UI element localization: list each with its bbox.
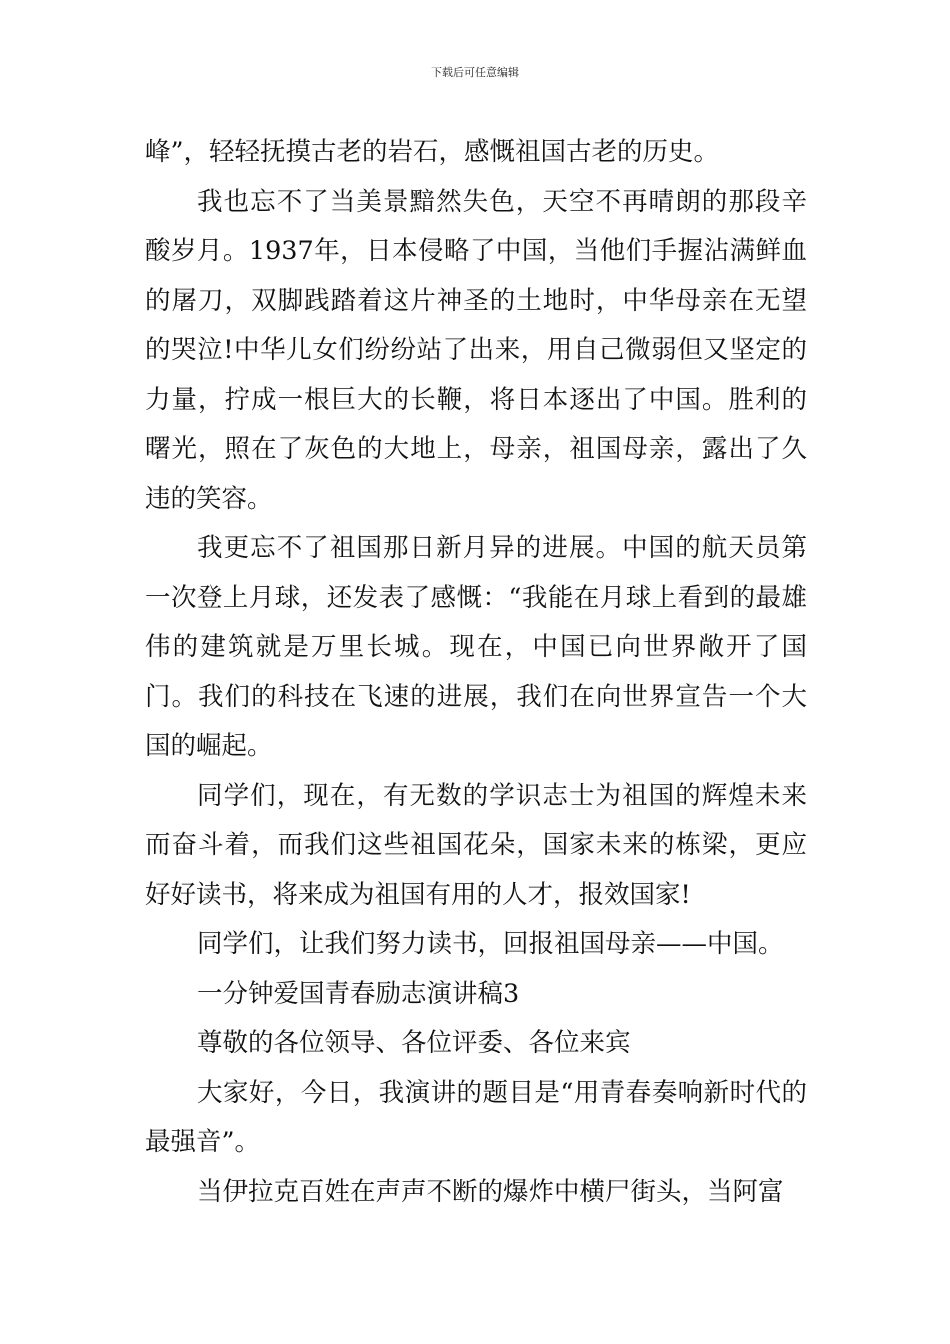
section-title: 一分钟爱国青春励志演讲稿3 [197, 978, 520, 1009]
paragraph-4: 同学们，现在，有无数的学识志士为祖国的辉煌未来而奋斗着，而我们这些祖国花朵，国家未来的栋梁，更应好好读书，将来成为祖国有用的人才，报效国家! [145, 780, 807, 910]
document-body [145, 128, 807, 1217]
paragraph-5: 同学们，让我们努力读书，回报祖国母亲——中国。 [197, 929, 784, 959]
paragraph-1: 峰”，轻轻抚摸古老的岩石，感慨祖国古老的历史。 [145, 137, 720, 167]
salutation: 尊敬的各位领导、各位评委、各位来宾 [197, 1028, 631, 1058]
paragraph-2: 我也忘不了当美景黯然失色，天空不再晴朗的那段辛酸岁月。1937年，日本侵略了中国，当他们手握沾满鲜血的屠刀，双脚践踏着这片神圣的土地时，中华母亲在无望的哭泣!中华儿女们纷纷站了出来，用自己微弱但又坚定的力量，拧成一根巨大的长鞭，将日本逐出了中国。胜利的曙光，照在了灰色的大地上，母亲，祖国母亲，露出了久违的笑容。 [145, 186, 807, 514]
paragraph-3: 我更忘不了祖国那日新月异的进展。中国的航天员第一次登上月球，还发表了感慨：“我能在月球上看到的最雄伟的建筑就是万里长城。现在，中国已向世界敞开了国门。我们的科技在飞速的进展，我们在向世界宣告一个大国的崛起。 [145, 533, 807, 761]
page-header-note: 下载后可任意编辑 [431, 66, 519, 79]
paragraph-8: 大家好，今日，我演讲的题目是“用青春奏响新时代的最强音”。 [145, 1077, 807, 1157]
paragraph-9: 当伊拉克百姓在声声不断的爆炸中横尸街头，当阿富 [197, 1176, 784, 1207]
